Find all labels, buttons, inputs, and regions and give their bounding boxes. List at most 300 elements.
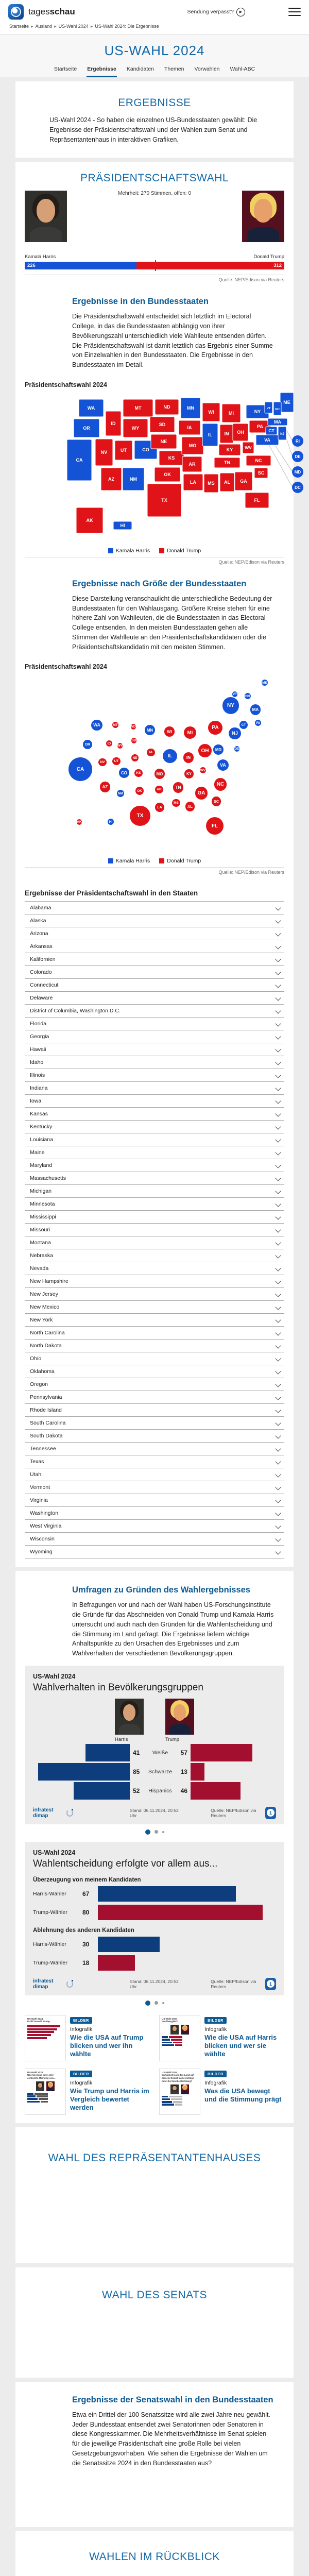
polls-text: In Befragungen vor und nach der Wahl haben US-Forschungsinstitute die Gründe für das Abschneiden von Donald Trump und Kamala Harris untersucht und auch nach den Gründen für die Wahlentscheidung und die Stimmung im Land gefragt. Die Ergebnisse liefern wichtige Anhaltspunkte zu den Ursachen des Ergebnisses und zum Wahlverhalten der verschiedenen Bevölkerungsgruppen. (72, 1601, 274, 1657)
bubble-NV[interactable]: NV (98, 758, 106, 766)
teaser-link[interactable] (25, 2015, 150, 2061)
bubble-MA[interactable]: MA (250, 704, 261, 715)
card-kicker: US-Wahl 2024 (33, 1672, 76, 1680)
bubble-FL[interactable]: FL (206, 817, 224, 835)
bubble-NJ[interactable]: NJ (229, 727, 241, 739)
harris-name: Kamala Harris (25, 254, 56, 260)
majority-line: Mehrheit: 270 Stimmen, offen: 0 (117, 191, 192, 197)
chevron-down-icon (275, 1408, 281, 1413)
svg-text:NC: NC (255, 457, 262, 463)
chevron-down-icon (275, 1511, 281, 1516)
state-row[interactable]: Iowa (25, 1094, 284, 1107)
bilder-badge: BILDER (70, 2071, 92, 2077)
teaser-link[interactable] (25, 2069, 150, 2115)
polls-heading: Umfragen zu Gründen des Wahlergebnisses (72, 1585, 250, 1595)
trump-photo (242, 191, 284, 242)
breadcrumb-separator: ▸ (54, 24, 57, 29)
bubble-WY[interactable]: WY (117, 743, 123, 748)
bubble-PA[interactable]: PA (208, 721, 222, 735)
bubble-SC[interactable]: SC (212, 796, 221, 806)
bubble-DE[interactable]: DE (234, 747, 239, 751)
infratest-dimap-logo: infratest dimap (33, 1978, 73, 1990)
state-row[interactable]: West Virginia (25, 1519, 284, 1532)
chevron-down-icon (275, 1446, 281, 1452)
teaser-grid (25, 2015, 284, 2115)
electoral-vote-bar[interactable] (25, 262, 284, 269)
bubble-LA[interactable]: LA (155, 803, 164, 812)
results-intro-text: US-Wahl 2024 - So haben die einzelnen US-Bundesstaaten gewählt: Die Ergebnisse der Präsidentschaftswahl und der Wahlen zum Senat und Repräsentantenhaus in interaktiven Grafiken. (49, 116, 258, 143)
state-row[interactable]: Kentucky (25, 1120, 284, 1133)
state-row[interactable]: Illinois (25, 1069, 284, 1081)
house-section (15, 2127, 294, 2263)
house-heading: WAHL DES REPRÄSENTANTENHAUSES (48, 2151, 261, 2164)
teaser-thumbnail: US-Wahl 2024 Profil Donald Trump (25, 2015, 66, 2061)
state-winner-map (25, 392, 309, 544)
svg-text:AL: AL (224, 479, 230, 485)
polls-card (15, 1571, 294, 2123)
bubble-TX[interactable]: TX (130, 806, 150, 826)
bubble-NH[interactable]: NH (245, 693, 251, 699)
tab-ergebnisse[interactable]: Ergebnisse (87, 64, 117, 77)
svg-text:OK: OK (164, 471, 171, 477)
bubble-WA[interactable]: WA (91, 720, 102, 731)
svg-text:MS: MS (208, 480, 215, 486)
senate-heading: WAHL DES SENATS (102, 2289, 207, 2301)
us-map-svg (25, 392, 309, 541)
harris-mini-photo (115, 1699, 144, 1735)
bubble-AR[interactable]: AR (155, 786, 163, 793)
teaser-kicker: Infografik (204, 2026, 227, 2032)
tagesschau-logo-icon[interactable] (8, 4, 24, 20)
svg-text:ID: ID (111, 420, 116, 426)
svg-text:GA: GA (240, 478, 247, 484)
chevron-down-icon (275, 1086, 281, 1091)
state-accordion-list (25, 901, 284, 1558)
dot[interactable] (154, 1830, 158, 1834)
infographic-card-demographics (25, 1666, 284, 1824)
teaser-title: Wie die USA auf Trump blicken und wer ihn wählte (70, 2033, 144, 2058)
size-subheading: Ergebnisse nach Größe der Bundesstaaten (72, 579, 247, 588)
breadcrumb (8, 21, 301, 32)
state-row[interactable]: Delaware (25, 991, 284, 1004)
bubble-AL[interactable]: AL (185, 802, 195, 811)
bubble-NE[interactable]: NE (131, 754, 139, 761)
bubble-OK[interactable]: OK (135, 787, 144, 795)
map-chart-label: Präsidentschaftswahl 2024 (25, 381, 107, 388)
senate-results-heading: Ergebnisse der Senatswahl in den Bundesstaaten (72, 2395, 273, 2404)
sendung-verpasst-label: Sendung verpasst? (187, 9, 234, 15)
tab-themen[interactable]: Themen (164, 66, 184, 72)
source-note: Quelle: NEP/Edison via Reuters (211, 1807, 256, 1818)
svg-text:NY: NY (254, 409, 261, 414)
tab-kandidaten[interactable]: Kandidaten (126, 66, 154, 72)
map-legend: Kamala Harris Donald Trump (25, 548, 284, 554)
source-note: Quelle: NEP/Edison via Reuters (211, 1978, 256, 1989)
review-section (15, 2531, 294, 2576)
state-row[interactable]: Alabama (25, 901, 284, 914)
bubble-CT[interactable]: CT (239, 721, 248, 729)
chevron-down-icon (275, 1227, 281, 1233)
bubble-MS[interactable]: MS (172, 799, 180, 807)
card-footer (33, 1978, 276, 1990)
svg-text:WY: WY (131, 425, 140, 431)
state-row[interactable]: Oregon (25, 1378, 284, 1391)
reason-row: Trump-Wähler 18 (33, 1955, 276, 1971)
bubble-ID[interactable]: ID (106, 740, 112, 747)
svg-text:NM: NM (130, 476, 137, 482)
dot-active[interactable] (145, 1829, 150, 1835)
chevron-down-icon (275, 905, 281, 911)
page-title: US-WAHL 2024 (104, 43, 205, 58)
svg-text:NH: NH (275, 408, 280, 411)
bubble-WI[interactable]: WI (164, 726, 175, 737)
teaser-link[interactable] (159, 2069, 284, 2115)
svg-text:ND: ND (163, 404, 170, 410)
chevron-down-icon (275, 970, 281, 975)
chevron-down-icon (275, 1098, 281, 1104)
state-row[interactable]: Utah (25, 1468, 284, 1481)
breadcrumb-separator: ▸ (90, 24, 93, 29)
dot[interactable] (162, 1831, 164, 1833)
bilder-badge: BILDER (204, 2071, 227, 2077)
state-row[interactable]: Idaho (25, 1056, 284, 1069)
svg-text:NV: NV (100, 449, 108, 455)
bubble-MD[interactable]: MD (213, 744, 224, 755)
tab-wahl-abc[interactable]: Wahl-ABC (230, 66, 255, 72)
card-title: Wahlentscheidung erfolgte vor allem aus... (33, 1858, 218, 1869)
states-subheading: Ergebnisse in den Bundesstaaten (72, 297, 209, 307)
bubble-CO[interactable]: CO (119, 768, 129, 778)
trump-mini-photo (165, 1699, 194, 1735)
svg-text:AK: AK (86, 517, 93, 523)
bubble-IL[interactable]: IL (163, 749, 177, 763)
svg-text:WV: WV (245, 445, 252, 450)
chevron-down-icon (275, 1304, 281, 1310)
state-row[interactable]: Massachusetts (25, 1172, 284, 1184)
trump-bar-segment: 312 (136, 262, 284, 269)
state-row[interactable]: New York (25, 1313, 284, 1326)
chevron-down-icon (275, 1279, 281, 1284)
chevron-down-icon (275, 1176, 281, 1181)
teaser-thumbnail: US-Wahl 2024 Profilvergleich (159, 2015, 200, 2061)
svg-text:DE: DE (295, 454, 301, 459)
bubble-NY[interactable]: NY (222, 697, 239, 714)
state-row[interactable]: Montana (25, 1236, 284, 1249)
state-row[interactable]: Oklahoma (25, 1365, 284, 1378)
state-row[interactable]: Kansas (25, 1107, 284, 1120)
president-header-block (25, 191, 284, 260)
chevron-down-icon (275, 944, 281, 950)
state-row[interactable]: Arkansas (25, 940, 284, 953)
state-row[interactable]: Georgia (25, 1030, 284, 1043)
bubble-RI[interactable]: RI (255, 720, 261, 726)
chevron-down-icon (275, 1472, 281, 1478)
state-row[interactable]: Rhode Island (25, 1403, 284, 1416)
dot[interactable] (162, 2002, 164, 2004)
svg-text:LA: LA (190, 479, 196, 485)
svg-text:IA: IA (187, 425, 192, 430)
state-row[interactable]: Missouri (25, 1223, 284, 1236)
chevron-down-icon (275, 1549, 281, 1555)
trump-bar (191, 1782, 241, 1800)
breadcrumb-item[interactable]: Ausland (35, 24, 53, 29)
results-intro-card (15, 81, 294, 158)
state-row[interactable]: New Mexico (25, 1300, 284, 1313)
svg-text:KY: KY (226, 447, 233, 452)
chevron-down-icon (275, 918, 281, 924)
dot[interactable] (154, 2001, 158, 2005)
chevron-down-icon (275, 1124, 281, 1130)
logo-wordmark[interactable]: tagesschau (28, 7, 75, 16)
svg-text:AZ: AZ (108, 476, 114, 482)
svg-text:NE: NE (160, 438, 167, 444)
teaser-title: Wie Trump und Harris im Vergleich bewertet werden (70, 2087, 149, 2112)
state-row[interactable]: District of Columbia, Washington D.C. (25, 1004, 284, 1017)
state-list-heading: Ergebnisse der Präsidentschaftswahl in den Staaten (25, 889, 198, 897)
chevron-down-icon (275, 1137, 281, 1143)
teaser-thumbnail: US-Wahl 2024 Überwiegend gute oder schlechte Meinung von... (25, 2069, 66, 2115)
reason-row: Harris-Wähler 67 (33, 1886, 276, 1902)
harris-bar (74, 1782, 130, 1800)
svg-text:MD: MD (294, 469, 301, 474)
state-row[interactable]: Connecticut (25, 978, 284, 991)
majority-marker (155, 260, 156, 271)
state-row[interactable]: Nevada (25, 1262, 284, 1275)
state-row[interactable]: Colorado (25, 965, 284, 978)
state-row[interactable]: Ohio (25, 1352, 284, 1365)
bubble-MN[interactable]: MN (145, 725, 155, 735)
state-row[interactable]: Hawaii (25, 1043, 284, 1056)
state-row[interactable]: Nebraska (25, 1249, 284, 1262)
chevron-down-icon (275, 995, 281, 1001)
state-row[interactable]: Washington (25, 1506, 284, 1519)
chevron-down-icon (275, 1060, 281, 1065)
hero-band (0, 34, 309, 77)
reason-row: Harris-Wähler 30 (33, 1937, 276, 1952)
chevron-down-icon (275, 1201, 281, 1207)
state-row[interactable]: Louisiana (25, 1133, 284, 1146)
breadcrumb-item[interactable]: Startseite (9, 24, 29, 29)
chevron-down-icon (275, 1292, 281, 1297)
states-text: Die Präsidentschaftswahl entscheidet sich letztlich im Electoral College, in das die Bundesstaaten abhängig von ihrer Bevölkerungszahl unterschiedlich viele Wahlleute entsenden dürfen. Die Präsidentschaftswahl ist damit letztlich das Ergebnis einer Summe von Einzelwahlen in den Bundesstaaten. Die Ergebnisse in den Bundesstaaten im Detail. (72, 313, 273, 368)
harris-bar (38, 1763, 130, 1781)
chevron-down-icon (275, 1485, 281, 1490)
state-row[interactable]: Wyoming (25, 1545, 284, 1558)
electoral-bubble-map (25, 673, 309, 854)
chevron-down-icon (275, 1240, 281, 1246)
svg-text:NJ: NJ (280, 432, 284, 436)
bubble-KS[interactable]: KS (134, 769, 142, 777)
ard-eye-icon (11, 7, 21, 17)
bubble-ME[interactable]: ME (262, 680, 268, 686)
bubble-HI[interactable]: HI (108, 819, 114, 825)
svg-text:PA: PA (257, 423, 263, 429)
state-row[interactable]: North Carolina (25, 1326, 284, 1339)
bilder-badge: BILDER (70, 2017, 92, 2024)
svg-text:UT: UT (121, 447, 127, 453)
teaser-title: Was die USA bewegt und die Stimmung prägt (204, 2087, 282, 2103)
reason-row: Trump-Wähler 80 (33, 1905, 276, 1920)
sendung-verpasst-link[interactable] (187, 8, 245, 16)
state-row[interactable]: Arizona (25, 927, 284, 940)
menu-burger-icon[interactable] (288, 8, 301, 16)
bubble-OH[interactable]: OH (198, 744, 212, 757)
results-heading: ERGEBNISSE (118, 97, 191, 109)
harris-bar (85, 1744, 130, 1761)
teaser-title: Wie die USA auf Harris blicken und wer sie wählte (204, 2033, 277, 2058)
bubble-MI[interactable]: MI (184, 726, 196, 739)
svg-text:AR: AR (188, 461, 196, 467)
state-row[interactable]: Indiana (25, 1081, 284, 1094)
senate-section (15, 2267, 294, 2378)
state-row[interactable]: Mississippi (25, 1210, 284, 1223)
svg-text:HI: HI (120, 522, 125, 528)
state-row[interactable]: Kalifornien (25, 953, 284, 965)
state-row[interactable]: Vermont (25, 1481, 284, 1494)
harris-mini-label: Harris (115, 1736, 128, 1742)
chevron-down-icon (275, 1111, 281, 1117)
bubble-GA[interactable]: GA (195, 787, 208, 800)
tab-startseite[interactable]: Startseite (54, 66, 77, 72)
state-row[interactable]: South Dakota (25, 1429, 284, 1442)
chevron-down-icon (275, 1034, 281, 1040)
state-row[interactable]: Minnesota (25, 1197, 284, 1210)
bubble-CA[interactable]: CA (68, 757, 92, 781)
bubble-IA[interactable]: IA (147, 749, 154, 756)
teaser-link[interactable] (159, 2015, 284, 2061)
state-row[interactable]: North Dakota (25, 1339, 284, 1352)
svg-text:CA: CA (76, 457, 83, 463)
chevron-down-icon (275, 1150, 281, 1156)
state-row[interactable]: New Jersey (25, 1287, 284, 1300)
chevron-down-icon (275, 1343, 281, 1349)
state-row[interactable]: Virginia (25, 1494, 284, 1506)
president-heading: PRÄSIDENTSCHAFTSWAHL (80, 172, 229, 184)
bubble-TN[interactable]: TN (173, 782, 184, 793)
review-heading: WAHLEN IM RÜCKBLICK (89, 2550, 220, 2563)
bilder-badge: BILDER (204, 2017, 227, 2024)
svg-text:SD: SD (159, 421, 166, 427)
state-row[interactable]: Texas (25, 1455, 284, 1468)
chevron-down-icon (275, 1395, 281, 1400)
teaser-kicker: Infografik (70, 2026, 93, 2032)
breadcrumb-item[interactable]: US-Wahl 2024 (58, 24, 89, 29)
bubble-MT[interactable]: MT (112, 722, 118, 728)
card-kicker: US-Wahl 2024 (33, 1849, 76, 1856)
chevron-down-icon (275, 1253, 281, 1259)
chevron-down-icon (275, 1498, 281, 1503)
bubble-AK[interactable]: AK (77, 820, 82, 824)
svg-text:DC: DC (295, 485, 301, 490)
size-text: Diese Darstellung veranschaulicht die unterschiedliche Bedeutung der Bundesstaaten für den Wahlausgang. Größere Kreise stehen für eine höhere Zahl von Wahlleuten, die die Bundesstaaten in das Electoral College entsenden. In den meisten Bundesstaaten gehen alle Stimmen der Wahlleute an den Präsidentschaftskandidaten oder die Präsidentschaftskandidatin mit den meisten Stimmen. (72, 595, 272, 651)
bubble-OR[interactable]: OR (83, 740, 92, 749)
svg-text:MA: MA (274, 419, 281, 425)
bubble-ND[interactable]: ND (131, 724, 136, 728)
carousel-dots (25, 2001, 284, 2006)
tab-vorwahlen[interactable]: Vorwahlen (194, 66, 220, 72)
dot-active[interactable] (145, 2001, 150, 2006)
state-row[interactable]: Pennsylvania (25, 1391, 284, 1403)
carousel-dots (25, 1829, 284, 1835)
svg-text:TX: TX (161, 497, 167, 503)
svg-text:SC: SC (258, 470, 265, 476)
svg-text:CT: CT (268, 428, 274, 433)
state-row[interactable]: Maryland (25, 1159, 284, 1172)
breadcrumb-item[interactable]: US-Wahl 2024: Die Ergebnisse (95, 24, 159, 29)
chevron-down-icon (275, 1356, 281, 1362)
state-row[interactable]: South Carolina (25, 1416, 284, 1429)
svg-text:MO: MO (188, 443, 197, 448)
state-row[interactable]: New Hampshire (25, 1275, 284, 1287)
state-row[interactable]: Wisconsin (25, 1532, 284, 1545)
bubble-legend: Kamala Harris Donald Trump (25, 858, 284, 864)
stand-note: Stand: 06.11.2024, 20:52 Uhr (129, 1978, 179, 1989)
bubble-SD[interactable]: SD (131, 738, 136, 742)
demographic-row: 41 Weiße 57 (33, 1744, 276, 1761)
bubble-MO[interactable]: MO (154, 769, 165, 779)
bubble-VT[interactable]: VT (232, 692, 237, 696)
stand-note: Stand: 06.11.2024, 20:52 Uhr (129, 1807, 179, 1818)
state-row[interactable]: Florida (25, 1017, 284, 1030)
svg-text:MI: MI (229, 410, 234, 416)
chevron-down-icon (275, 982, 281, 988)
trump-name: Donald Trump (253, 254, 284, 260)
harris-bar-segment: 226 (25, 262, 136, 269)
bubble-UT[interactable]: UT (112, 757, 120, 765)
svg-text:MT: MT (134, 405, 142, 411)
svg-text:CO: CO (142, 447, 149, 452)
breadcrumb-separator: ▸ (31, 24, 33, 29)
bubble-IN[interactable]: IN (183, 752, 194, 763)
chevron-down-icon (275, 1433, 281, 1439)
svg-text:KS: KS (168, 455, 175, 461)
bubble-VA[interactable]: VA (217, 759, 229, 771)
state-row[interactable]: Maine (25, 1146, 284, 1159)
senate-results-text: Etwa ein Drittel der 100 Senatssitze wird alle zwei Jahre neu gewählt. Jeder Bundesstaat entsendet zwei Senatorinnen oder Senatoren in diese Kongresskammer. Die Mehrheitsverhältnisse im Senat spielen für die jeweilige Präsidentschaft eine große Rolle bei vielen Gesetzgebungsvorhaben. Wie sehen die Ergebnisse der Wahlen um die Senatssitze 2024 in den Bundesstaaten aus? (72, 2411, 270, 2467)
chevron-down-icon (275, 1266, 281, 1272)
chevron-down-icon (275, 1420, 281, 1426)
bubble-KY[interactable]: KY (184, 769, 194, 778)
chevron-down-icon (275, 1214, 281, 1220)
teaser-thumbnail: US-Wahl 2024 Entwickelt sich das Land auf diesem Gebiet in die richtige oder die falsche Richtung? (159, 2069, 200, 2115)
svg-text:OR: OR (83, 425, 90, 431)
demographic-row: 85 Schwarze 13 (33, 1763, 276, 1781)
bubble-NC[interactable]: NC (214, 778, 227, 791)
infographic-card-reasons: US-Wahl 2024 Wahlentscheidung erfolgte vor allem aus... Überzeugung von meinem Kandidaten Harris-Wähler 67 Trump-Wähler 80 Ablehnung des anderen Kandidaten Harris-Wähler 30 Trump-Wähler 18 infratest dimap Stand: 06.11.2024, 20:52 Uhr Quelle: NEP/Edison via Reuters 1 (25, 1842, 284, 1995)
chevron-down-icon (275, 1163, 281, 1168)
teaser-kicker: Infografik (70, 2079, 93, 2086)
demographic-row: 52 Hispanics 46 (33, 1782, 276, 1800)
chevron-down-icon (275, 1459, 281, 1465)
bubble-WV[interactable]: WV (200, 767, 206, 773)
state-row[interactable]: Alaska (25, 914, 284, 927)
trump-bar (191, 1763, 204, 1781)
chevron-down-icon (275, 1021, 281, 1027)
play-icon[interactable]: ▶ (236, 8, 245, 16)
svg-text:MN: MN (187, 405, 194, 411)
bubble-NM[interactable]: NM (117, 790, 124, 797)
state-row[interactable]: Tennessee (25, 1442, 284, 1455)
chevron-down-icon (275, 1523, 281, 1529)
bubble-AZ[interactable]: AZ (100, 782, 111, 792)
svg-text:IL: IL (208, 432, 212, 437)
site-header (0, 0, 309, 34)
card-title: Wahlverhalten in Bevölkerungsgruppen (33, 1682, 203, 1693)
chevron-down-icon (275, 1047, 281, 1053)
state-row[interactable]: Michigan (25, 1184, 284, 1197)
section-tabs (0, 64, 309, 77)
president-card (15, 162, 301, 1567)
